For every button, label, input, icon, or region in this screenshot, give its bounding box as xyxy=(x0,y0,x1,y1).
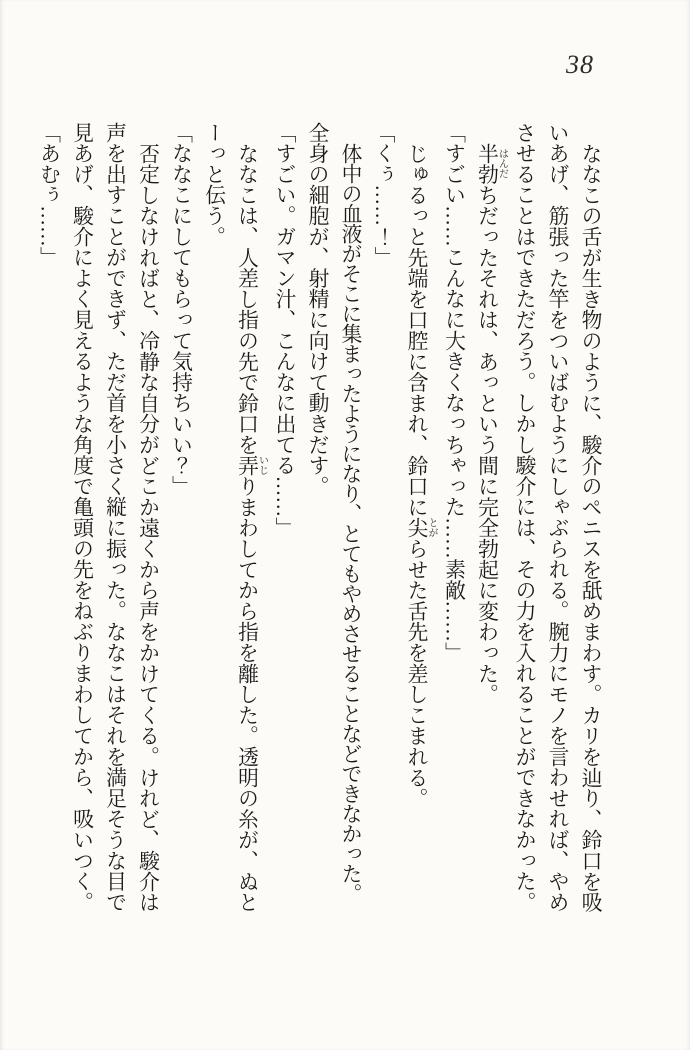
paragraph-1: ななこの舌が生き物のように、駿介のペニスを舐めまわす。カリを辿り、鈴口を吸いあげ、筋張った竿をついばむようにしゃぶられる。腕力にモノを言わせれば、やめさせることはできただろう。しかし駿介には、その力を入れることができなかった。 xyxy=(512,122,601,913)
paragraph-6: 体中の血液がそこに集まったようになり、とてもやめさせることなどできなかった。 xyxy=(338,142,361,903)
page-number: 38 xyxy=(566,50,594,79)
paragraph-4: じゅるっと先端を口腔に含まれ、鈴口に尖 とがらせた舌先を差しこまれる。 xyxy=(404,142,437,809)
paragraph-3: 「すごい……こんなに大きくなっちゃった……素敵……」 xyxy=(441,122,465,663)
paragraph-12: 「あむぅ……」 xyxy=(36,122,60,268)
ruby-annotation: 弄 いじ xyxy=(234,454,268,476)
ruby-annotation: 半勃 はんだ xyxy=(474,142,508,185)
paragraph-7: 全身の細胞が、射精に向けて動きだす。 xyxy=(305,122,328,497)
text-block xyxy=(32,122,607,921)
paragraph-2: 半勃 はんだちだったそれは、あっという間に完全勃起に変わった。 xyxy=(474,142,508,705)
paragraph-8: 「すごい。ガマン汁、こんなに出てる……」 xyxy=(272,122,295,538)
paragraph-11: 否定しなければと、冷静な自分がどこか遠くから声をかけてくる。けれど、駿介は声を出すことができず、ただ首を小さく縦に振った。ななこはそれを満足そうな目で見あげ、駿介によく見えるような角度で亀頭の先をねぶりまわしてから、吸いつく。 xyxy=(69,122,159,913)
paragraph-9: ななこは、人差し指の先で鈴口を弄 いじりまわしてから指を離した。透明の糸が、ぬとーっと伝う。 xyxy=(201,122,268,913)
paragraph-5: 「くぅ……！」 xyxy=(371,122,394,268)
paragraph-10: 「ななこにしてもらって気持ちいい？」 xyxy=(168,122,192,497)
ruby-annotation: 尖 とが xyxy=(404,517,437,539)
